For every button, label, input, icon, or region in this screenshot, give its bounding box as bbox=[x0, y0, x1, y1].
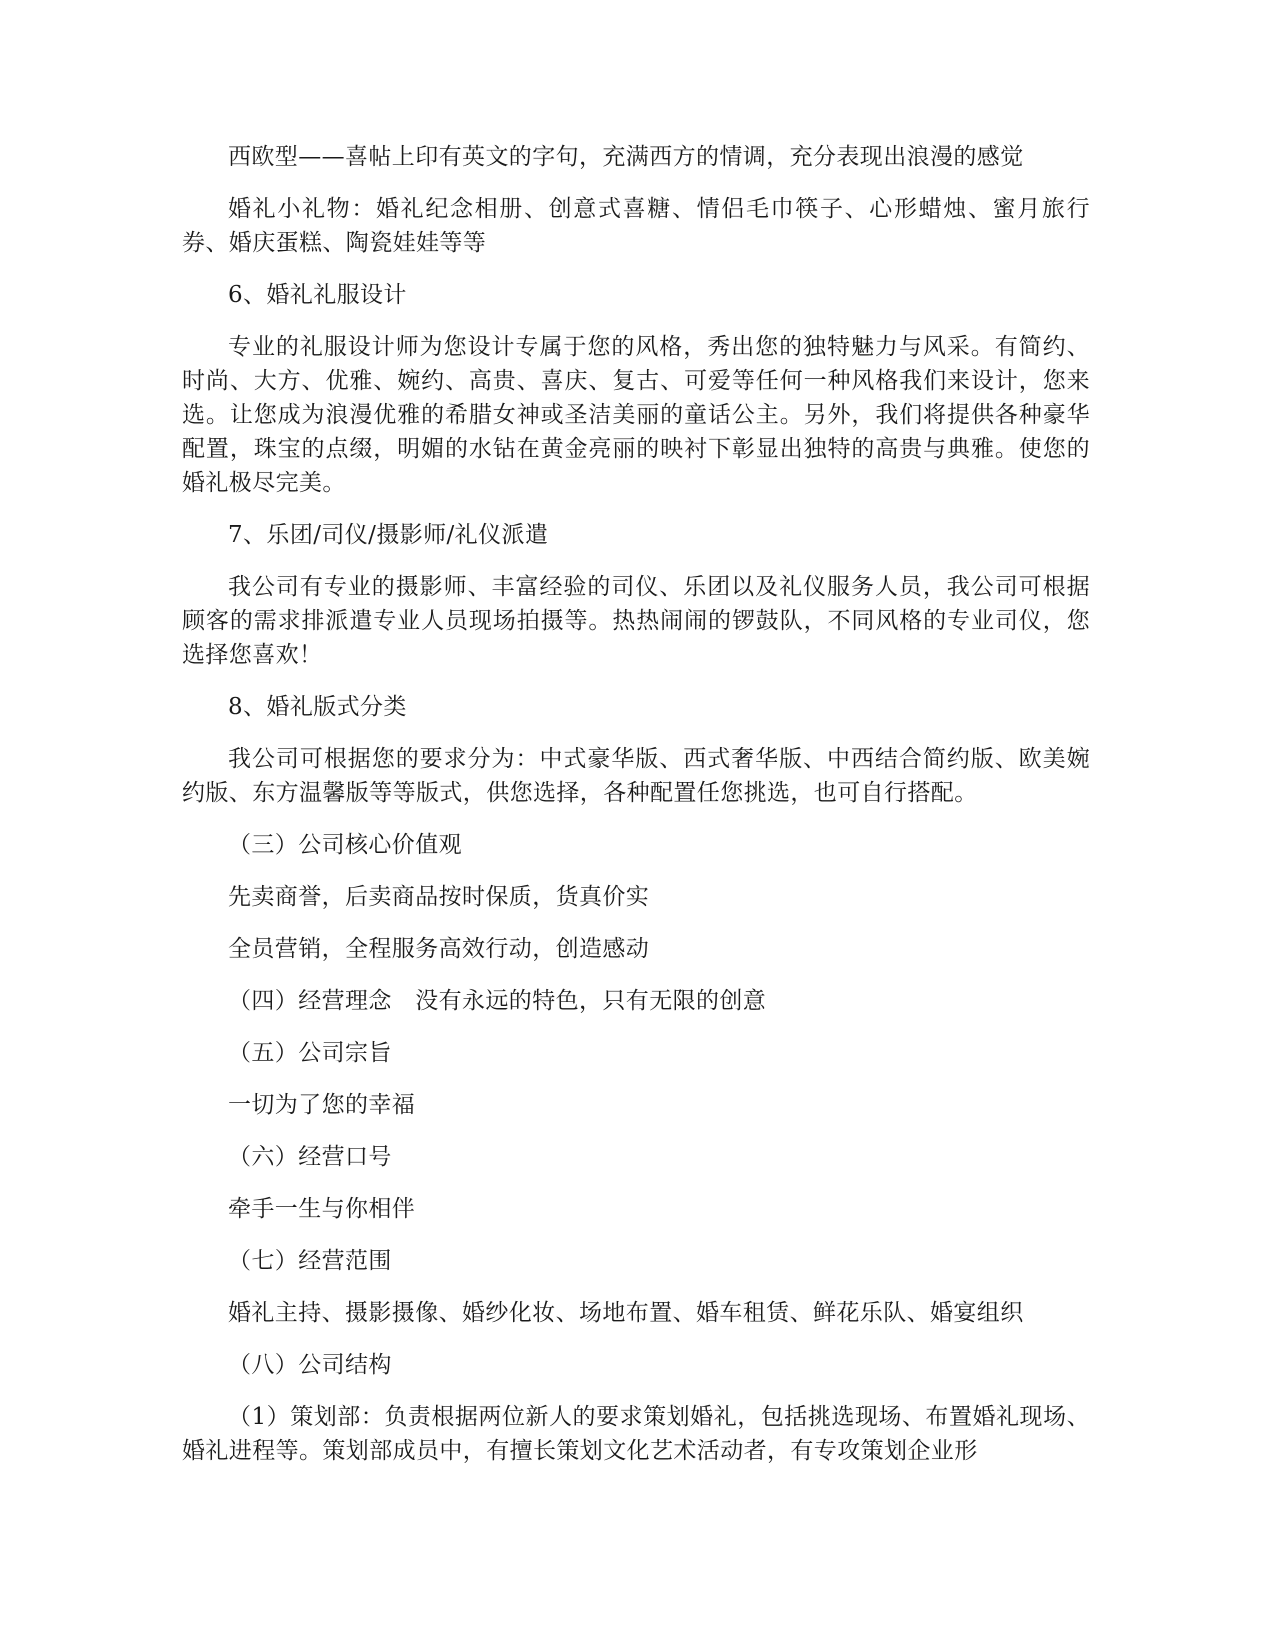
heading-dress-design: 6、婚礼礼服设计 bbox=[228, 282, 407, 308]
document-page bbox=[182, 140, 1090, 1486]
heading-core-values: （三）公司核心价值观 bbox=[228, 832, 462, 858]
paragraph-wedding-gifts: 婚礼小礼物：婚礼纪念相册、创意式喜糖、情侣毛巾筷子、心形蜡烛、蜜月旅行券、婚庆蛋糕、陶瓷娃娃等等 bbox=[182, 196, 1090, 256]
paragraph-slogan: 牵手一生与你相伴 bbox=[228, 1196, 416, 1222]
heading-wedding-styles: 8、婚礼版式分类 bbox=[228, 694, 407, 720]
heading-slogan: （六）经营口号 bbox=[228, 1144, 392, 1170]
heading-company-structure: （八）公司结构 bbox=[228, 1352, 392, 1378]
heading-company-purpose: （五）公司宗旨 bbox=[228, 1040, 392, 1066]
heading-business-scope: （七）经营范围 bbox=[228, 1248, 392, 1274]
paragraph-core-value-2: 全员营销，全程服务高效行动，创造感动 bbox=[228, 936, 650, 962]
paragraph-western-invitation: 西欧型——喜帖上印有英文的字句，充满西方的情调，充分表现出浪漫的感觉 bbox=[228, 144, 1024, 170]
paragraph-company-purpose: 一切为了您的幸福 bbox=[228, 1092, 416, 1118]
paragraph-planning-department: （1）策划部：负责根据两位新人的要求策划婚礼，包括挑选现场、布置婚礼现场、婚礼进程等。策划部成员中，有擅长策划文化艺术活动者，有专攻策划企业形 bbox=[182, 1404, 1090, 1464]
paragraph-wedding-styles: 我公司可根据您的要求分为：中式豪华版、西式奢华版、中西结合简约版、欧美婉约版、东方温馨版等等版式，供您选择，各种配置任您挑选，也可自行搭配。 bbox=[182, 746, 1090, 806]
paragraph-dress-design: 专业的礼服设计师为您设计专属于您的风格，秀出您的独特魅力与风采。有简约、时尚、大方、优雅、婉约、高贵、喜庆、复古、可爱等任何一种风格我们来设计，您来选。让您成为浪漫优雅的希腊女神或圣洁美丽的童话公主。另外，我们将提供各种豪华配置，珠宝的点缀，明媚的水钻在黄金亮丽的映衬下彰显出独特的高贵与典雅。使您的婚礼极尽完美。 bbox=[182, 334, 1090, 496]
heading-business-philosophy: （四）经营理念 没有永远的特色，只有无限的创意 bbox=[228, 988, 767, 1014]
paragraph-band-dispatch: 我公司有专业的摄影师、丰富经验的司仪、乐团以及礼仪服务人员，我公司可根据顾客的需求排派遣专业人员现场拍摄等。热热闹闹的锣鼓队，不同风格的专业司仪，您选择您喜欢！ bbox=[182, 574, 1090, 668]
paragraph-business-scope: 婚礼主持、摄影摄像、婚纱化妆、场地布置、婚车租赁、鲜花乐队、婚宴组织 bbox=[228, 1300, 1024, 1326]
heading-band-dispatch: 7、乐团/司仪/摄影师/礼仪派遣 bbox=[228, 522, 549, 548]
paragraph-core-value-1: 先卖商誉，后卖商品按时保质，货真价实 bbox=[228, 884, 650, 910]
